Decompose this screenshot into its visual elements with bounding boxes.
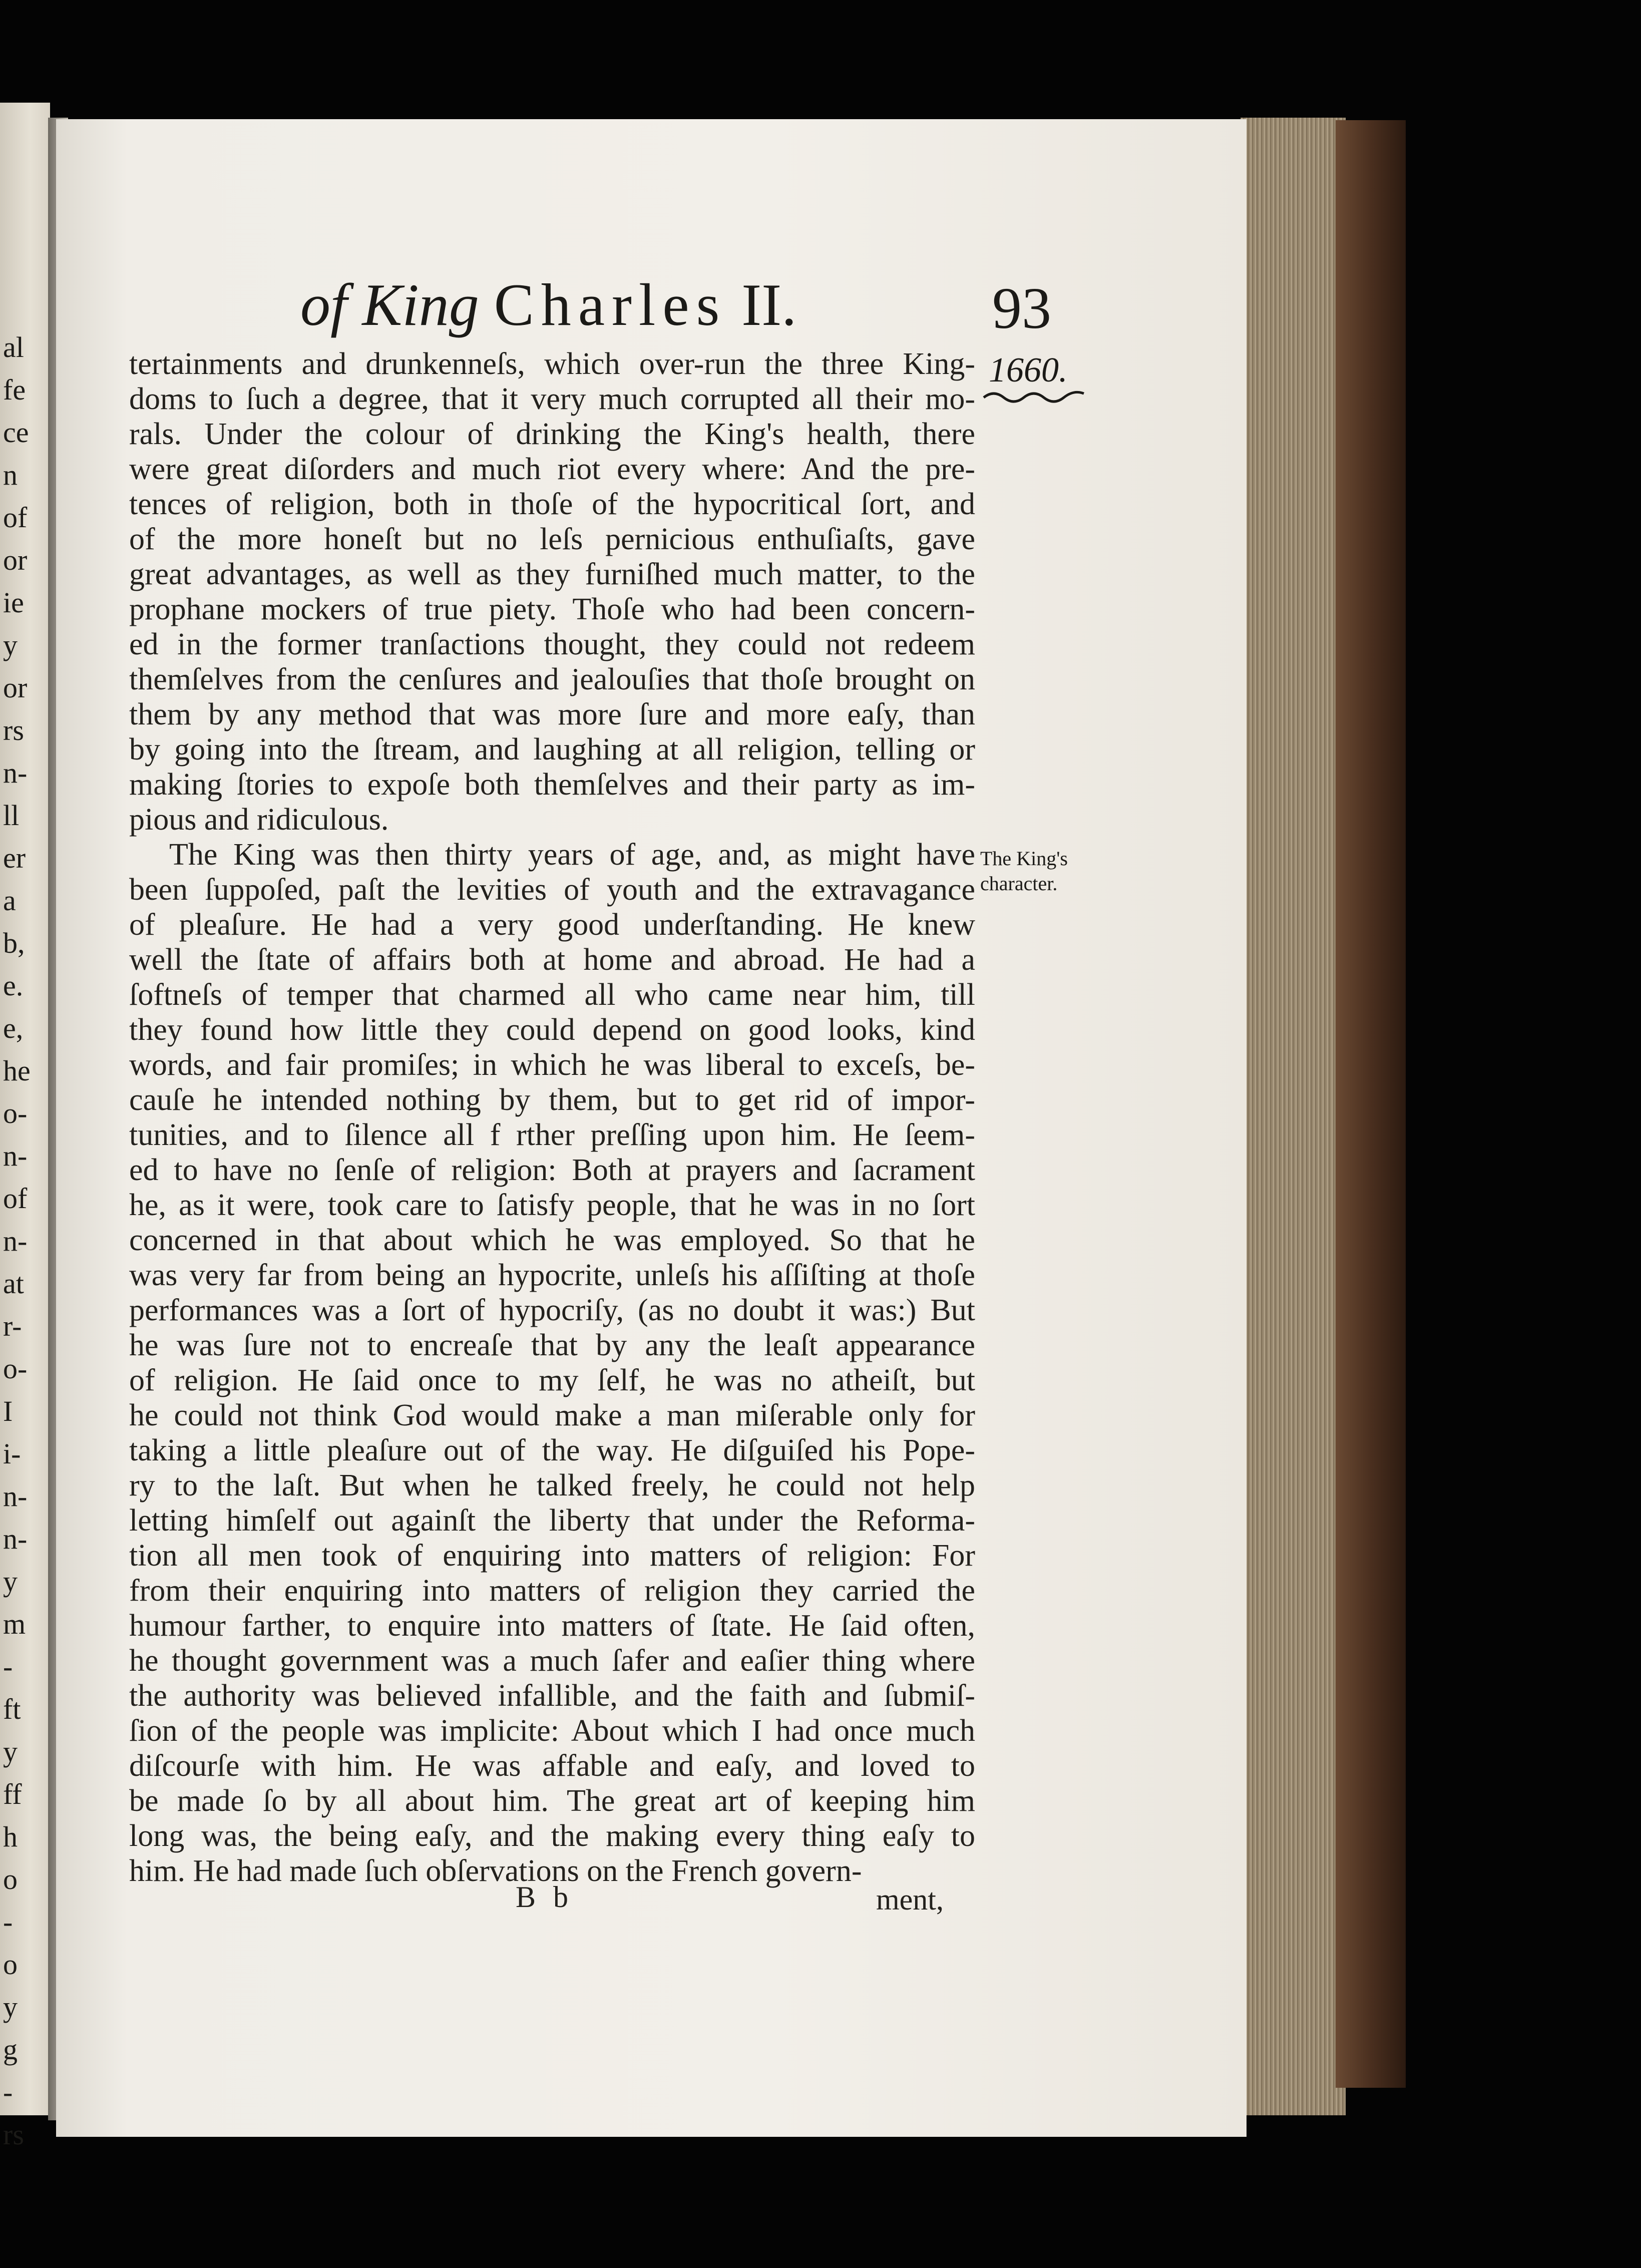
text-line: long was, the being eaſy, and the making every thing eaſy to [129, 1819, 975, 1853]
text-line: ry to the laſt. But when he talked freely, he could not help [129, 1468, 975, 1502]
text-line: pious and ridiculous. [129, 803, 389, 837]
text-line: The King was then thirty years of age, and, as might have [169, 838, 975, 872]
previous-page-fragment: y [3, 629, 18, 661]
previous-page-fragment: I [3, 1395, 13, 1427]
previous-page-fragment: ll [3, 799, 20, 832]
text-line: tion all men took of enquiring into matters of religion: For [129, 1539, 975, 1573]
running-head [300, 270, 1101, 339]
text-line: they found how little they could depend on good looks, kind [129, 1013, 975, 1047]
side-note-line: character. [980, 872, 1058, 895]
running-head-prefix: of King [300, 271, 479, 338]
previous-page-fragment: he [3, 1054, 31, 1087]
text-line: them by any method that was more ſure and more eaſy, than [129, 697, 975, 731]
previous-page-fragment: al [3, 331, 24, 363]
previous-page-fragment: b, [3, 927, 25, 959]
previous-page-fragment: n [3, 459, 18, 491]
text-line: concerned in that about which he was employed. So that he [129, 1223, 975, 1257]
text-line: making ſtories to expoſe both themſelves and their party as im- [129, 768, 975, 802]
text-line: diſcourſe with him. He was affable and eaſy, and loved to [129, 1749, 975, 1783]
previous-page-fragment: or [3, 671, 28, 704]
text-line: him. He had made ſuch obſervations on the French govern- [129, 1854, 862, 1888]
previous-page-fragment: of [3, 501, 28, 534]
previous-page-fragment: - [3, 1906, 13, 1938]
text-line: he was ſure not to encreaſe that by any the leaſt appearance [129, 1328, 975, 1362]
wavy-rule-ornament [981, 389, 1086, 404]
text-line: ed in the former tranſactions thought, they could not redeem [129, 627, 975, 661]
previous-page-fragment: er [3, 842, 26, 874]
margin-side-note [980, 846, 1095, 896]
previous-page-fragment: - [3, 2076, 13, 2108]
previous-page-fragment: r- [3, 1310, 22, 1342]
previous-page-fragment: h [3, 1820, 18, 1853]
previous-page-fragment: g [3, 2033, 18, 2066]
catchword: ment, [876, 1883, 944, 1916]
text-line: rals. Under the colour of drinking the King's health, there [129, 417, 975, 451]
running-head-title: Charles [494, 271, 727, 338]
previous-page-fragment: n- [3, 1523, 28, 1555]
previous-page-fragment: at [3, 1267, 24, 1300]
text-line: the authority was believed infallible, and the faith and ſubmiſ- [129, 1679, 975, 1713]
previous-page-fragment: fe [3, 373, 26, 406]
signature-mark: B b [516, 1880, 574, 1914]
book-cover-edge [1336, 120, 1406, 2088]
text-line: well the ſtate of affairs both at home and abroad. He had a [129, 943, 975, 977]
previous-page-fragment: n- [3, 1225, 28, 1257]
previous-page-fragment: or [3, 544, 28, 576]
text-line: doms to ſuch a degree, that it very much corrupted all their mo- [129, 382, 975, 416]
text-line: ed to have no ſenſe of religion: Both at prayers and ſacrament [129, 1153, 975, 1187]
previous-page-fragment: o [3, 1948, 18, 1981]
text-line: ſion of the people was implicite: About which I had once much [129, 1714, 975, 1748]
previous-page-fragment: o- [3, 1352, 28, 1385]
text-line: from their enquiring into matters of religion they carried the [129, 1574, 975, 1608]
text-line: prophane mockers of true piety. Thoſe who had been concern- [129, 592, 975, 626]
previous-page-fragment: o- [3, 1097, 28, 1129]
text-line: he thought government was a much ſafer and eaſier thing where [129, 1644, 975, 1678]
text-line: humour farther, to enquire into matters of ſtate. He ſaid often, [129, 1609, 975, 1643]
previous-page-fragment: y [3, 1991, 18, 2023]
previous-page-fragment: o [3, 1863, 18, 1896]
text-line: tunities, and to ſilence all f rther preſſing upon him. He ſeem- [129, 1118, 975, 1152]
previous-page-fragment: e, [3, 1012, 24, 1044]
margin-year: 1660. [989, 351, 1068, 390]
previous-page-fragment: e. [3, 969, 24, 1002]
previous-page-edge [0, 103, 50, 2151]
text-line: been ſuppoſed, paſt the levities of youth and the extravagance [129, 873, 975, 907]
text-line: he, as it were, took care to ſatisfy people, that he was in no ſort [129, 1188, 975, 1222]
body-text [129, 346, 975, 1888]
text-line: of pleaſure. He had a very good underſtanding. He knew [129, 908, 975, 942]
previous-page-fragment: n- [3, 757, 28, 789]
page-edges [1241, 118, 1346, 2115]
text-line: taking a little pleaſure out of the way. He diſguiſed his Pope- [129, 1433, 975, 1467]
text-line: themſelves from the cenſures and jealouſies that thoſe brought on [129, 662, 975, 696]
previous-page-fragment: rs [3, 2118, 24, 2151]
text-line: great advantages, as well as they furniſhed much matter, to the [129, 557, 975, 591]
text-line: performances was a ſort of hypocriſy, (as no doubt it was:) But [129, 1293, 975, 1327]
running-head-numeral: II. [741, 271, 797, 338]
text-line: he could not think God would make a man miſerable only for [129, 1398, 975, 1432]
side-note-line: The King's [980, 847, 1068, 870]
page-number: 93 [992, 275, 1051, 341]
text-line: tences of religion, both in thoſe of the hypocritical ſort, and [129, 487, 975, 521]
previous-page-fragment: y [3, 1735, 18, 1768]
text-line: of religion. He ſaid once to my ſelf, he was no atheiſt, but [129, 1363, 975, 1397]
text-line: tertainments and drunkenneſs, which over-run the three King- [129, 347, 975, 381]
text-line: be made ſo by all about him. The great art of keeping him [129, 1784, 975, 1818]
previous-page-fragment: rs [3, 714, 24, 746]
previous-page-fragment: n- [3, 1140, 28, 1172]
previous-page-fragment: y [3, 1565, 18, 1598]
text-line: ſoftneſs of temper that charmed all who came near him, till [129, 978, 975, 1012]
text-line: letting himſelf out againſt the liberty that under the Reforma- [129, 1503, 975, 1538]
previous-page-fragment: a [3, 884, 16, 917]
text-line: was very far from being an hypocrite, unleſs his aſſiſting at thoſe [129, 1258, 975, 1292]
text-line: cauſe he intended nothing by them, but to get rid of impor- [129, 1083, 975, 1117]
previous-page-fragment: n- [3, 1480, 28, 1513]
previous-page-fragment: m [3, 1608, 26, 1640]
previous-page-fragment: of [3, 1182, 28, 1215]
previous-page-fragment: - [3, 1650, 13, 1683]
text-line: of the more honeſt but no leſs pernicious enthuſiaſts, gave [129, 522, 975, 556]
previous-page-fragment: ff [3, 1778, 22, 1810]
text-line: were great diſorders and much riot every where: And the pre- [129, 452, 975, 486]
previous-page-fragment: ie [3, 586, 24, 619]
text-line: words, and fair promiſes; in which he was liberal to exceſs, be- [129, 1048, 975, 1082]
previous-page-fragment: i- [3, 1437, 21, 1470]
previous-page-fragment: ft [3, 1693, 21, 1725]
text-line: by going into the ſtream, and laughing at all religion, telling or [129, 732, 975, 767]
previous-page-fragment: ce [3, 416, 29, 449]
